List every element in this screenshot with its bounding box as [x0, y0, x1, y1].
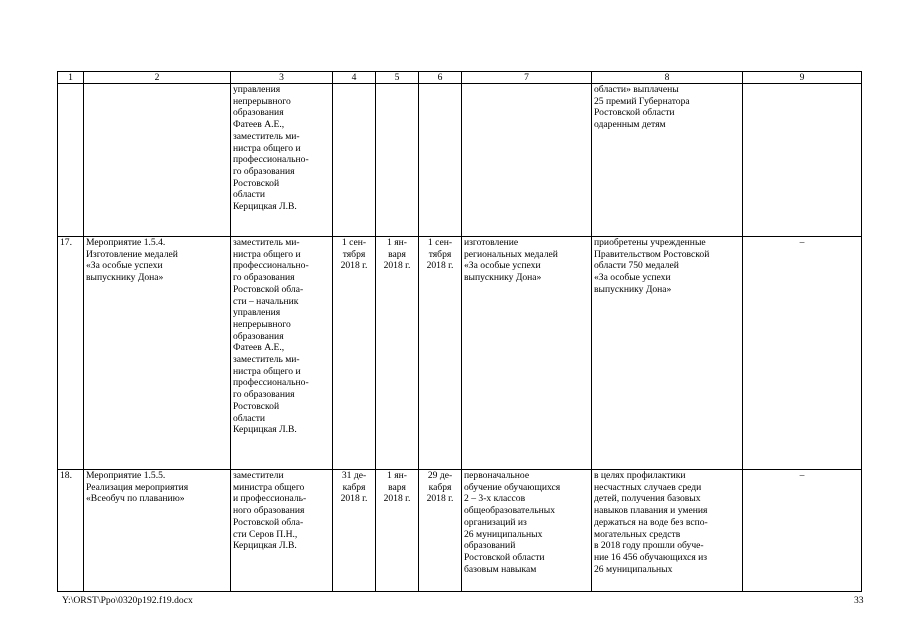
text-line: первоначальное	[464, 470, 530, 481]
event-name-cell	[84, 470, 231, 592]
start-date-cell	[333, 470, 376, 592]
text-line: выпускнику Дона»	[464, 272, 542, 284]
column-number: 2	[84, 72, 231, 84]
text-line: одаренным детям	[594, 119, 666, 131]
text-line: непрерывного	[233, 318, 291, 330]
text-line: Керцицкая Л.В.	[233, 201, 297, 213]
text-line: заместитель ми-	[233, 237, 300, 248]
text-line: выпускнику Дона»	[86, 272, 164, 284]
text-line: региональных медалей	[464, 248, 558, 260]
responsible-text	[233, 237, 330, 436]
end-date-cell	[376, 84, 419, 237]
text-line: Ростовской обла-	[233, 283, 304, 295]
event-date-cell	[419, 470, 462, 592]
column-number: 4	[333, 72, 376, 84]
text-line: го образования	[233, 272, 295, 284]
table-row	[58, 84, 862, 237]
text-line: приобретены учрежденные	[594, 237, 706, 248]
text-line: Изготовление медалей	[86, 248, 178, 260]
description-text	[464, 237, 589, 284]
text-line: 26 муниципальных	[594, 563, 673, 575]
text-line: области	[233, 412, 266, 424]
text-line: 2018 г.	[340, 493, 368, 505]
page-number: 33	[854, 595, 864, 606]
text-line: 2018 г.	[383, 493, 411, 505]
text-line: заместитель ми-	[233, 130, 300, 142]
text-line: «За особые успехи	[594, 272, 671, 284]
text-line: детей, получения базовых	[594, 493, 701, 505]
column-number: 5	[376, 72, 419, 84]
text-line: в целях профилактики	[594, 470, 686, 481]
event-date-cell	[419, 237, 462, 470]
result-text	[594, 84, 740, 131]
text-line: общеобразовательных	[464, 505, 555, 517]
description-cell	[462, 237, 592, 470]
column-number: 6	[419, 72, 462, 84]
column-number-row	[58, 72, 862, 84]
text-line: Ростовской обла-	[233, 516, 304, 528]
text-line: 1 сен-	[427, 237, 453, 248]
text-line: обучение обучающихся	[464, 481, 561, 493]
text-line: профессионально-	[233, 154, 309, 166]
text-line: 1 ян-	[387, 470, 407, 481]
text-line: профессионально-	[233, 260, 309, 272]
text-line: 1 ян-	[387, 237, 407, 248]
text-line: Реализация мероприятия	[86, 481, 189, 493]
text-line: 2018 г.	[383, 260, 411, 272]
text-line: непрерывного	[233, 95, 291, 107]
text-line: ного образования	[233, 505, 305, 517]
start-date-text	[335, 237, 373, 272]
text-line: организаций из	[464, 516, 527, 528]
text-line: варя	[388, 481, 406, 493]
text-line: Правительством Ростовской	[594, 248, 710, 260]
result-text	[594, 237, 740, 296]
text-line: го образования	[233, 389, 295, 401]
text-line: нистра общего и	[233, 365, 301, 377]
text-line: нистра общего и	[233, 248, 301, 260]
event-date-cell	[419, 84, 462, 237]
result-cell	[592, 84, 743, 237]
text-line: 2018 г.	[426, 493, 454, 505]
event-name-text	[86, 237, 228, 284]
text-line: образований	[464, 540, 516, 552]
description-cell	[462, 84, 592, 237]
text-line: области 750 медалей	[594, 260, 679, 272]
text-line: Ростовской	[233, 400, 280, 412]
text-line: сти Серов П.Н.,	[233, 528, 298, 540]
responsible-cell	[231, 470, 333, 592]
text-line: Фатеев А.Е.,	[233, 342, 285, 354]
text-line: «За особые успехи	[86, 260, 163, 272]
column-number: 3	[231, 72, 333, 84]
file-path: Y:\ORST\Ppo\0320p192.f19.docx	[62, 595, 193, 606]
responsible-cell	[231, 84, 333, 237]
text-line: 26 муниципальных	[464, 528, 543, 540]
text-line: держаться на воде без вспо-	[594, 516, 708, 528]
end-date-cell	[376, 237, 419, 470]
text-line: управления	[233, 307, 281, 319]
event-name-cell	[84, 84, 231, 237]
end-date-text	[378, 237, 416, 272]
row-number	[58, 84, 84, 237]
responsible-text	[233, 470, 330, 552]
text-line: профессионально-	[233, 377, 309, 389]
start-date-cell	[333, 237, 376, 470]
text-line: кабря	[342, 481, 366, 493]
text-line: 2018 г.	[426, 260, 454, 272]
text-line: базовым навыкам	[464, 563, 537, 575]
column-number: 9	[743, 72, 862, 84]
text-line: Мероприятие 1.5.4.	[86, 237, 166, 248]
text-line: тября	[428, 248, 452, 260]
text-line: 29 де-	[427, 470, 453, 481]
note-cell: –	[743, 470, 862, 592]
text-line: Ростовской	[233, 177, 280, 189]
text-line: образования	[233, 330, 284, 342]
text-line: 25 премий Губернатора	[594, 95, 690, 107]
result-text	[594, 470, 740, 575]
column-number: 8	[592, 72, 743, 84]
text-line: заместитель ми-	[233, 354, 300, 366]
text-line: в 2018 году прошли обуче-	[594, 540, 704, 552]
responsible-text	[233, 84, 330, 213]
description-cell	[462, 470, 592, 592]
column-number: 1	[58, 72, 84, 84]
text-line: «Всеобуч по плаванию»	[86, 493, 185, 505]
text-line: сти – начальник	[233, 295, 299, 307]
text-line: и профессиональ-	[233, 493, 307, 505]
row-number: 18.	[58, 470, 84, 592]
event-name-text	[86, 470, 228, 505]
text-line: министра общего	[233, 481, 305, 493]
text-line: Ростовской области	[464, 551, 545, 563]
result-cell	[592, 470, 743, 592]
text-line: 1 сен-	[341, 237, 367, 248]
text-line: варя	[388, 248, 406, 260]
text-line: выпускнику Дона»	[594, 283, 672, 295]
event-date-text	[421, 470, 459, 505]
note-cell: –	[743, 237, 862, 470]
text-line: Фатеев А.Е.,	[233, 119, 285, 131]
text-line: Ростовской области	[594, 107, 675, 119]
end-date-cell	[376, 470, 419, 592]
column-number: 7	[462, 72, 592, 84]
text-line: кабря	[428, 481, 452, 493]
text-line: образования	[233, 107, 284, 119]
result-cell	[592, 237, 743, 470]
text-line: го образования	[233, 165, 295, 177]
end-date-text	[378, 470, 416, 505]
text-line: изготовление	[464, 237, 519, 248]
text-line: нистра общего и	[233, 142, 301, 154]
event-name-cell	[84, 237, 231, 470]
text-line: несчастных случаев среди	[594, 481, 702, 493]
text-line: навыков плавания и умения	[594, 505, 708, 517]
text-line: заместители	[233, 470, 284, 481]
text-line: Керцицкая Л.В.	[233, 424, 297, 436]
text-line: могательных средств	[594, 528, 681, 540]
text-line: 31 де-	[341, 470, 367, 481]
text-line: Мероприятие 1.5.5.	[86, 470, 166, 481]
event-date-text	[421, 237, 459, 272]
start-date-text	[335, 470, 373, 505]
document-table	[57, 71, 862, 592]
note-cell	[743, 84, 862, 237]
description-text	[464, 470, 589, 575]
text-line: Керцицкая Л.В.	[233, 540, 297, 552]
text-line: управления	[233, 84, 281, 95]
text-line: тября	[342, 248, 366, 260]
table-row	[58, 237, 862, 470]
text-line: области» выплачены	[594, 84, 679, 95]
text-line: 2018 г.	[340, 260, 368, 272]
table-row	[58, 470, 862, 592]
text-line: «За особые успехи	[464, 260, 541, 272]
start-date-cell	[333, 84, 376, 237]
row-number: 17.	[58, 237, 84, 470]
text-line: ние 16 456 обучающихся из	[594, 551, 708, 563]
text-line: 2 – 3-х классов	[464, 493, 526, 505]
responsible-cell	[231, 237, 333, 470]
text-line: области	[233, 189, 266, 201]
